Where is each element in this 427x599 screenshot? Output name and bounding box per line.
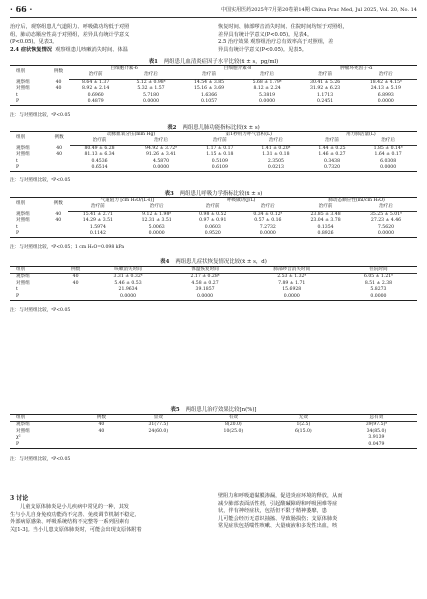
section-2-4-line	[10, 47, 210, 55]
cell: 0.6109	[211, 165, 228, 171]
discussion-left-line: 生与小儿自身免疫功能尚不完善、免疫调节机制不稳定、	[10, 511, 140, 518]
intro-right-column	[218, 24, 417, 54]
cell: 0.8926	[317, 231, 334, 237]
cell: 2.3505	[267, 158, 284, 164]
th-sub: 治疗前	[69, 72, 123, 79]
cell: 31(77.5)	[148, 422, 169, 428]
table-row	[10, 231, 417, 238]
cell: 1.17 ± 0.17	[206, 145, 234, 151]
th: 无效	[271, 415, 336, 422]
section-2-4-text: 观察组患儿咳嗽消失时间、体温	[55, 46, 128, 53]
cell: 1.41 ± 0.20ᵃ	[261, 145, 291, 151]
cell: 1.64 ± 0.17	[374, 152, 402, 158]
cell: 8.12 ± 2.24	[253, 86, 281, 92]
cell: 5.0063	[148, 224, 165, 230]
cell: P	[16, 165, 20, 171]
th: 组别	[10, 415, 82, 422]
table1-title	[10, 57, 417, 65]
th: 组别	[10, 267, 62, 274]
th-sub: 治疗后	[359, 138, 417, 145]
cell	[49, 165, 70, 172]
cell: 91.26 ± 3.41	[145, 152, 177, 158]
th-sub: 治疗前	[70, 138, 130, 145]
cell: 2.53 ± 1.32ᵃ	[277, 274, 307, 280]
cell: 15.6928	[282, 287, 302, 293]
table4-title	[10, 257, 417, 265]
table2-caption: 两组患儿肺功能指标比较(x̄ ± s)	[182, 125, 260, 131]
cell: 23.85 ± 3.48	[310, 211, 341, 217]
cell: 观察组	[16, 79, 30, 85]
th-sub: 治疗后	[123, 72, 180, 79]
cell: 40	[55, 218, 62, 224]
table1-caption: 两组患儿血清炎症因子水平比较(x̄ ± s，pg/ml)	[163, 59, 279, 65]
discussion-heading: 3 讨论	[10, 495, 29, 502]
th: 肺部啰音消失时间	[244, 267, 340, 274]
cell: 2.17 ± 0.28ᵃ	[190, 274, 220, 280]
cell: 0.0000	[119, 293, 137, 299]
cell: 31.92 ± 6.23	[310, 86, 341, 92]
cell: 40	[56, 152, 63, 158]
table4-note: 注：与对照组比较，ᵃP<0.05	[10, 308, 71, 313]
intro-left-line: (P<0.05)。见表3。	[10, 39, 58, 46]
cell: 40	[56, 145, 63, 151]
cell: 10(25.0)	[223, 428, 244, 434]
table2	[10, 131, 417, 172]
th: 例数	[82, 415, 121, 422]
cell: 39(97.5)ᵃ	[365, 422, 388, 428]
cell: 7.2732	[259, 224, 276, 230]
cell: 0.6960	[87, 92, 104, 98]
table4-number: 表4	[160, 259, 170, 265]
cell: χ²	[16, 435, 21, 441]
header-rule	[10, 17, 417, 18]
intro-left-column	[10, 24, 210, 54]
th-group-header: 白细胞介素-6	[110, 66, 138, 71]
cell: 5.12 ± 0.98ᵃ	[136, 79, 166, 85]
table3-note: 注：与对照组比较，ᵃP<0.05；1 cm H₂O=0.098 kPa	[10, 245, 125, 250]
cell: 0.0603	[204, 224, 221, 230]
cell: 0.0213	[267, 165, 284, 171]
cell: 观察组	[16, 211, 30, 217]
cell: P	[16, 231, 20, 237]
th-group: 组别	[16, 201, 26, 207]
cell: 对照组	[16, 218, 30, 224]
cell: 40	[98, 428, 105, 434]
th-sub: 治疗前	[193, 138, 247, 145]
cell: 1.5974	[89, 224, 106, 230]
cell: 40	[55, 79, 62, 85]
table2-number: 表2	[167, 125, 177, 131]
cell: 0.2451	[317, 99, 334, 105]
cell: 9.12 ± 1.98ᵃ	[142, 211, 172, 217]
th-group: 组别	[16, 69, 26, 75]
cell: 6.0308	[380, 158, 397, 164]
cell	[271, 442, 336, 449]
cell: 24.13 ± 5.19	[370, 86, 401, 92]
th: 显效	[121, 415, 196, 422]
cell: 7.5620	[377, 224, 394, 230]
cell: 80.49 ± 6.28	[84, 145, 115, 151]
cell: 6.8993	[377, 92, 394, 98]
table3-number: 表3	[164, 191, 174, 197]
discussion-right-line: 减少肺部表面活性剂，引起酸碱障碍和呼吸困难等症	[218, 500, 338, 507]
cell: 1.85 ± 0.14ᵃ	[373, 145, 403, 151]
table5-caption: 两组患儿治疗效果比较[n(%)]	[185, 407, 257, 413]
cell: 0.98 ± 0.52	[199, 211, 227, 217]
cell: 0.0000	[259, 231, 276, 237]
table3-title	[10, 189, 417, 197]
th-sub: 治疗后	[355, 72, 417, 79]
cell: 35.25 ± 5.01ᵃ	[370, 211, 402, 217]
discussion-right-line: 儿可能会经历无意识抽搐、导致肠损伤；支原体肺炎	[218, 515, 338, 522]
th-group-header: 呼吸做功(J/L)	[226, 198, 256, 203]
table4-caption: 两组患儿症状恢复情况比较(x̄ ± s，d)	[175, 259, 267, 265]
cell: 12.31 ± 3.51	[141, 218, 172, 224]
table-row	[10, 165, 417, 172]
th: 住院时间	[340, 267, 417, 274]
cell: 0.4536	[91, 158, 108, 164]
intro-left-line: 治疗后，观察组患儿气道阻力、呼吸做功均低于对照	[10, 24, 130, 30]
cell: 5.32 ± 1.57	[137, 86, 165, 92]
cell: 40	[55, 86, 62, 92]
cell: 5.7180	[142, 92, 160, 98]
cell: 5.8273	[370, 287, 387, 293]
cell: 对照组	[16, 428, 30, 434]
journal-citation: 中国实用医药2025年7月第20卷第14期 China Prac Med, Jul 2025, Vol. 20, No. 14	[221, 7, 417, 13]
cell: 24(60.0)	[148, 428, 169, 434]
table2-note: 注：与对照组比较，ᵃP<0.05	[10, 178, 71, 183]
th-n: 例数	[53, 69, 64, 75]
th-group-header: 气道阻力 [cm H₂O/(L·s)]	[100, 198, 154, 203]
th-group-header: 第1秒用力呼气容积(L)	[225, 132, 272, 137]
cell: 0.6514	[91, 165, 108, 171]
th-sub: 治疗前	[296, 204, 355, 211]
th-sub: 治疗前	[296, 72, 355, 79]
cell: 4.58 ± 0.27	[191, 280, 219, 286]
cell: 81.13 ± 6.34	[84, 152, 115, 158]
cell: 7.89 ± 1.71	[278, 280, 306, 286]
th-group: 组别	[16, 135, 26, 141]
discussion-left-line: 儿童支原体肺炎是小儿疾病中常见的一种，其发	[20, 504, 129, 510]
table4	[10, 266, 417, 301]
cell: 1.6366	[200, 92, 218, 98]
cell: 0.0000	[142, 99, 160, 105]
cell: 0.0479	[368, 441, 385, 447]
cell: P	[16, 293, 20, 299]
cell: 0.9520	[204, 231, 221, 237]
cell: 23.04 ± 3.78	[310, 218, 341, 224]
cell: 14.54 ± 3.85	[193, 79, 225, 85]
th-n: 例数	[53, 201, 63, 207]
th: 例数	[62, 267, 90, 274]
cell: 5.3819	[259, 92, 276, 98]
cell: 0.7320	[323, 165, 341, 171]
intro-right-line: 2.5 治疗效果 观察组治疗总有效率高于对照组，差	[218, 39, 334, 46]
table3-caption: 两组患儿呼吸力学指标比较(x̄ ± s)	[179, 191, 263, 197]
cell: 0.1057	[200, 99, 218, 105]
table-row	[10, 274, 417, 281]
cell: 0.1354	[317, 224, 334, 230]
cell: 5.46 ± 0.53	[114, 280, 142, 286]
cell: 0.57 ± 0.16	[254, 218, 282, 224]
page-header	[10, 4, 417, 18]
table-row	[10, 99, 417, 106]
cell: 3.31 ± 0.32ᵃ	[113, 274, 143, 280]
th-group-header: 动脉血氧分压(mm Hg)	[106, 132, 156, 137]
cell: 40	[72, 274, 79, 280]
table5-title	[10, 405, 417, 413]
section-2-4-heading: 2.4 症状恢复情况	[10, 46, 52, 53]
cell	[62, 294, 90, 301]
cell: t	[16, 224, 18, 230]
cell: 0.0000	[380, 165, 397, 171]
th: 咳嗽消失时间	[90, 267, 167, 274]
th-sub: 治疗前	[186, 204, 239, 211]
discussion-right-line: 状，伴有神经症状，包括但不限于精神萎靡，患	[218, 508, 327, 515]
cell: 8(20.0)	[224, 422, 242, 428]
cell: 0.0000	[197, 293, 214, 299]
cell: 15.41 ± 2.71	[82, 211, 113, 217]
intro-right-line: 恢复时间、肺部啰音消失时间、住院时间均短于对照组，	[218, 24, 348, 30]
cell: 34(85.0)	[366, 428, 387, 434]
cell: 0.0000	[153, 165, 170, 171]
cell	[196, 442, 271, 449]
th-group-header: 肿瘤坏死因子-α	[340, 66, 373, 71]
cell: 观察组	[16, 274, 30, 280]
th-sub: 治疗前	[68, 204, 127, 211]
cell: 0.0000	[283, 293, 300, 299]
cell: 0.0000	[377, 231, 394, 237]
table-row	[10, 422, 417, 429]
discussion-left-line: 外部病原感染、呼吸系统结构不完整等一系列因素有	[10, 519, 130, 526]
cell: 3.9139	[368, 435, 385, 441]
cell: 18.42 ± 4.15ᵃ	[369, 79, 402, 85]
table5-note: 注：与对照组比较，ᵃP<0.05	[10, 457, 71, 462]
table3	[10, 197, 417, 238]
cell: 1.46 ± 0.27	[318, 152, 346, 158]
cell: 94.92 ± 3.72ᵃ	[145, 145, 177, 151]
cell: 8.92 ± 2.14	[82, 86, 110, 92]
cell: 0.3438	[323, 158, 341, 164]
cell: 0.0000	[259, 99, 276, 105]
discussion-right-line: 常见症状包括喘性咳嗽、大量痰液和多发性出血，咳	[218, 523, 338, 530]
cell: 0.0000	[377, 99, 394, 105]
intro-left-line: 组，肺动态顺应性高于对照组，差异具有统计学意义	[10, 31, 130, 38]
th-sub: 治疗后	[239, 204, 296, 211]
cell: 对照组	[16, 280, 30, 286]
cell: 0.97 ± 0.91	[199, 218, 227, 224]
cell: 观察组	[16, 145, 30, 151]
cell: 6(15.0)	[294, 428, 312, 434]
cell: 1.31 ± 0.18	[262, 152, 290, 158]
cell: 1(2.5)	[296, 422, 311, 428]
discussion-right-line: 壁阻力和呼吸道黏膜渗漏，促进炎症环境的释放，从而	[218, 493, 343, 499]
cell: t	[16, 287, 18, 293]
cell: 30.41 ± 5.26	[310, 79, 341, 85]
discussion-left-line: 关[1-3]。当小儿患支原体肺炎时，可能会出现支原体附着	[10, 526, 142, 533]
cell: 1.44 ± 0.25	[318, 145, 346, 151]
cell: 0.0000	[370, 293, 387, 299]
cell	[48, 99, 69, 106]
cell: 5.68 ± 1.79ᵃ	[252, 79, 282, 85]
cell	[82, 442, 121, 449]
th-sub: 治疗后	[127, 204, 186, 211]
cell: 1.15 ± 0.18	[206, 152, 234, 158]
cell: t	[16, 92, 18, 98]
table-row	[10, 442, 417, 449]
cell: 对照组	[16, 152, 30, 158]
table1	[10, 65, 417, 106]
table2-title	[10, 123, 417, 131]
discussion-right-column	[218, 493, 417, 531]
th-group-header: 肺动态顺应性(ml/cm H₂O)	[328, 198, 385, 203]
cell: 8.64 ± 1.37	[82, 79, 110, 85]
cell: t	[16, 158, 18, 164]
cell: 40	[98, 422, 105, 428]
intro-right-line: 差异具有统计学意义(P<0.05)。见表4。	[218, 31, 313, 38]
cell: 27.23 ± 4.46	[370, 218, 402, 224]
cell	[48, 231, 68, 238]
table1-note: 注：与对照组比较，ᵃP<0.05	[10, 113, 71, 118]
cell: 14.29 ± 3.51	[82, 218, 113, 224]
cell: 6.05 ± 1.21ᵃ	[363, 274, 393, 280]
th: 总有效	[336, 415, 417, 422]
th-sub: 治疗后	[129, 138, 192, 145]
th-sub: 治疗后	[247, 138, 305, 145]
th-sub: 治疗前	[305, 138, 359, 145]
cell: 15.16 ± 3.69	[193, 86, 225, 92]
cell: 对照组	[16, 86, 30, 92]
cell: 39.1857	[195, 287, 215, 293]
cell: 0.34 ± 0.12ᵃ	[253, 211, 283, 217]
cell: 0.4879	[87, 99, 104, 105]
th-group-header: 白细胞介素-8	[223, 66, 252, 71]
cell: P	[16, 99, 20, 105]
table5-number: 表5	[170, 407, 180, 413]
cell: 0.0000	[148, 231, 165, 237]
th: 有效	[196, 415, 271, 422]
table-row	[10, 294, 417, 301]
cell: 4.5870	[153, 158, 170, 164]
cell: 0.5109	[211, 158, 228, 164]
cell: 40	[72, 280, 79, 286]
table1-number: 表1	[148, 59, 158, 65]
table5	[10, 414, 417, 449]
cell: 8.51 ± 2.38	[364, 280, 393, 286]
intro-right-line: 异具有统计学意义(P<0.05)。见表5。	[218, 46, 307, 53]
cell: 0.1142	[89, 231, 106, 237]
discussion-left-column	[10, 504, 210, 534]
cell: 21.9634	[118, 287, 138, 293]
th: 体温恢复时间	[167, 267, 244, 274]
th-sub: 治疗后	[355, 204, 417, 211]
cell: 观察组	[16, 422, 30, 428]
th-group-header: 用力肺活量(L)	[346, 132, 376, 137]
cell: P	[16, 441, 20, 447]
th-sub: 治疗后	[239, 72, 296, 79]
cell	[121, 442, 196, 449]
th-sub: 治疗前	[179, 72, 238, 79]
cell: 1.1713	[317, 92, 334, 98]
cell: 40	[55, 211, 62, 217]
page-number: · 66 ·	[10, 4, 33, 14]
th-n: 例数	[54, 135, 64, 141]
